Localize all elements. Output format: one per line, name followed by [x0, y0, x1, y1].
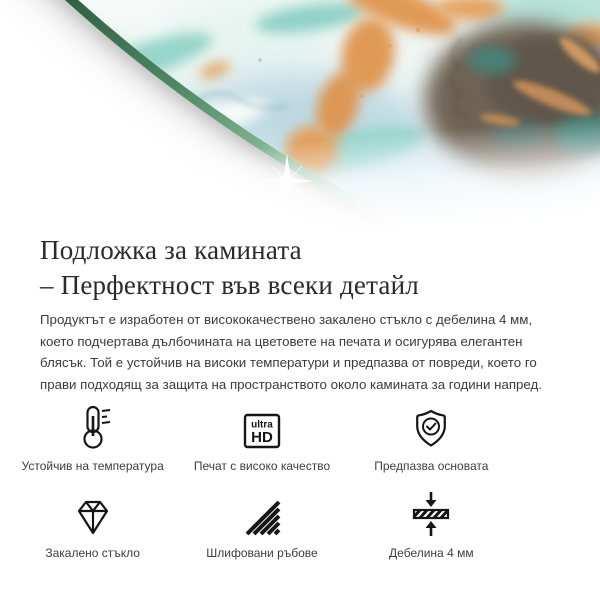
page-title-line2: – Перфектност във всеки детайл	[40, 270, 419, 300]
feature-label: Устойчив на температура	[21, 459, 164, 473]
polished-edges-icon	[242, 489, 282, 537]
feature-grid	[8, 402, 516, 560]
ultra-hd-icon	[241, 402, 283, 450]
diamond-icon	[71, 489, 115, 537]
feature-thickness	[347, 489, 516, 560]
feature-label: Печат с високо качество	[193, 459, 331, 473]
feature-label: Закалено стъкло	[45, 546, 140, 560]
feature-tempered-glass	[8, 489, 177, 560]
feature-protects-base	[347, 402, 516, 473]
product-description: Продуктът е изработен от висококачествено закалено стъкло с дебелина 4 мм, което подчертава дълбочината на цветовете на печата и осигурява елегантен блясък. Той е устойчив на високи температури и предпазва от повреди, което го прави подходящ за защита на пространството около камината за години напред.	[40, 312, 542, 392]
ultra-hd-icon-text-bottom: HD	[251, 429, 273, 446]
ultra-hd-icon-text-top: ultra	[251, 419, 273, 431]
thermometer-icon	[73, 402, 113, 450]
page-title	[40, 233, 419, 303]
feature-label: Шлифовани ръбове	[206, 546, 318, 560]
feature-temperature-resistant	[8, 402, 177, 473]
feature-polished-edges	[177, 489, 346, 560]
feature-label: Предпазва основата	[374, 459, 489, 473]
feature-label: Дебелина 4 мм	[389, 546, 474, 560]
page-title-line1: Подложка за камината	[40, 235, 302, 265]
feature-print-quality	[177, 402, 346, 473]
thickness-icon	[409, 489, 453, 537]
shield-check-icon	[409, 402, 453, 450]
